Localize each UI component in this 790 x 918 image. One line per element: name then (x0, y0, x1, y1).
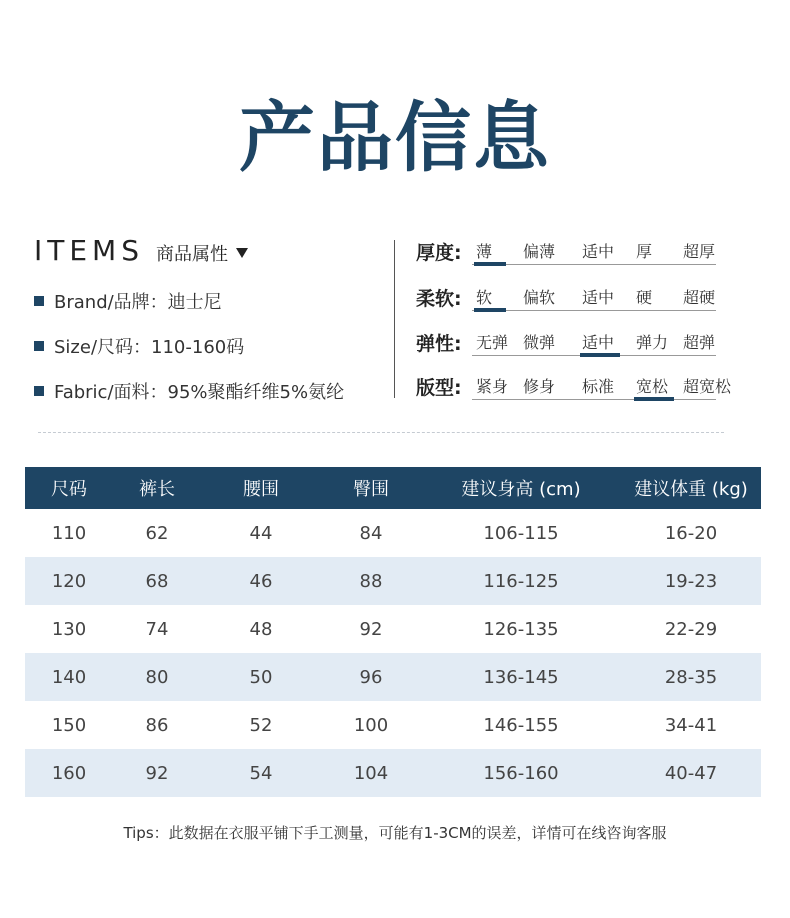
property-option: 适中 (582, 333, 615, 352)
table-cell: 84 (359, 522, 383, 544)
table-cell: 46 (201, 557, 321, 605)
table-row (25, 557, 761, 605)
property-option: 超宽松 (683, 377, 732, 396)
table-cell: 126-135 (483, 618, 559, 640)
table-cell: 80 (113, 653, 201, 701)
table-header: 裤长 (113, 467, 201, 509)
selected-indicator (580, 353, 620, 357)
size-table (25, 467, 761, 797)
property-option: 无弹 (476, 333, 509, 352)
property-option: 适中 (582, 288, 615, 307)
items-title: ITEMS (34, 234, 144, 267)
property-option: 超弹 (683, 333, 716, 352)
table-cell: 40-47 (621, 749, 761, 797)
table-cell: 92 (359, 618, 383, 640)
property-option: 修身 (523, 377, 556, 396)
table-cell: 54 (201, 749, 321, 797)
table-cell: 92 (113, 749, 201, 797)
table-row (25, 509, 761, 557)
selected-indicator (474, 308, 506, 312)
table-header-row (25, 467, 761, 509)
table-cell: 44 (249, 522, 273, 544)
table-cell: 52 (249, 714, 273, 736)
property-scale-line (472, 310, 716, 311)
table-cell: 74 (145, 618, 169, 640)
table-cell: 150 (51, 714, 87, 736)
table-row (25, 605, 761, 653)
table-row (25, 653, 761, 701)
table-cell: 86 (145, 714, 169, 736)
tips-text: Tips：此数据在衣服平铺下手工测量，可能有1-3CM的误差，详情可在线咨询客服 (123, 824, 667, 842)
square-bullet-icon (34, 386, 44, 396)
items-heading (34, 234, 248, 267)
table-cell: 16-20 (664, 522, 718, 544)
table-cell: 120 (25, 557, 113, 605)
attribute-fabric (34, 378, 344, 404)
selected-indicator (634, 397, 674, 401)
property-label: 弹性: (416, 333, 462, 355)
property-option: 硬 (636, 288, 653, 307)
property-option: 微弹 (523, 333, 556, 352)
items-subtitle: 商品属性 (155, 244, 228, 265)
attribute-size (34, 333, 244, 359)
property-label: 版型: (416, 377, 462, 399)
property-option: 宽松 (636, 377, 669, 396)
table-cell: 22-29 (664, 618, 718, 640)
property-option: 标准 (582, 377, 615, 396)
table-cell: 48 (249, 618, 273, 640)
attribute-text: Fabric/面料：95%聚酯纤维5%氨纶 (54, 382, 345, 403)
table-header: 建议体重 (kg) (621, 467, 761, 509)
table-cell: 96 (321, 653, 421, 701)
table-header: 尺码 (25, 467, 113, 509)
table-cell: 140 (25, 653, 113, 701)
property-option: 紧身 (476, 377, 509, 396)
property-option: 超厚 (683, 242, 716, 261)
attribute-brand (34, 288, 222, 314)
table-cell: 106-115 (483, 522, 559, 544)
table-cell: 34-41 (664, 714, 718, 736)
square-bullet-icon (34, 296, 44, 306)
table-cell: 130 (51, 618, 87, 640)
dashed-divider (38, 432, 724, 433)
table-header: 臀围 (321, 467, 421, 509)
table-cell: 62 (145, 522, 169, 544)
table-row (25, 749, 761, 797)
table-cell: 28-35 (621, 653, 761, 701)
attribute-text: Size/尺码：110-160码 (54, 337, 245, 358)
table-cell: 88 (321, 557, 421, 605)
table-cell: 116-125 (421, 557, 621, 605)
table-cell: 110 (51, 522, 87, 544)
table-cell: 68 (113, 557, 201, 605)
property-scale-line (472, 264, 716, 265)
property-option: 弹力 (636, 333, 669, 352)
table-cell: 50 (201, 653, 321, 701)
table-header: 腰围 (201, 467, 321, 509)
table-cell: 100 (353, 714, 389, 736)
property-label: 柔软: (416, 288, 462, 310)
table-cell: 156-160 (421, 749, 621, 797)
property-option: 超硬 (683, 288, 716, 307)
property-option: 偏薄 (523, 242, 556, 261)
table-cell: 146-155 (483, 714, 559, 736)
property-label: 厚度: (416, 242, 462, 264)
square-bullet-icon (34, 341, 44, 351)
table-header: 建议身高 (cm) (421, 467, 621, 509)
vertical-divider (394, 240, 395, 398)
property-option: 软 (476, 288, 493, 307)
page-title: 产品信息 (239, 93, 551, 182)
triangle-down-icon (236, 248, 248, 258)
table-cell: 160 (25, 749, 113, 797)
selected-indicator (474, 262, 506, 266)
property-option: 适中 (582, 242, 615, 261)
table-row (25, 701, 761, 749)
property-option: 厚 (636, 242, 653, 261)
table-cell: 136-145 (421, 653, 621, 701)
property-option: 偏软 (523, 288, 556, 307)
attribute-text: Brand/品牌：迪士尼 (54, 292, 222, 313)
property-option: 薄 (476, 242, 493, 261)
table-cell: 19-23 (621, 557, 761, 605)
table-cell: 104 (321, 749, 421, 797)
property-scale-line (472, 399, 716, 400)
